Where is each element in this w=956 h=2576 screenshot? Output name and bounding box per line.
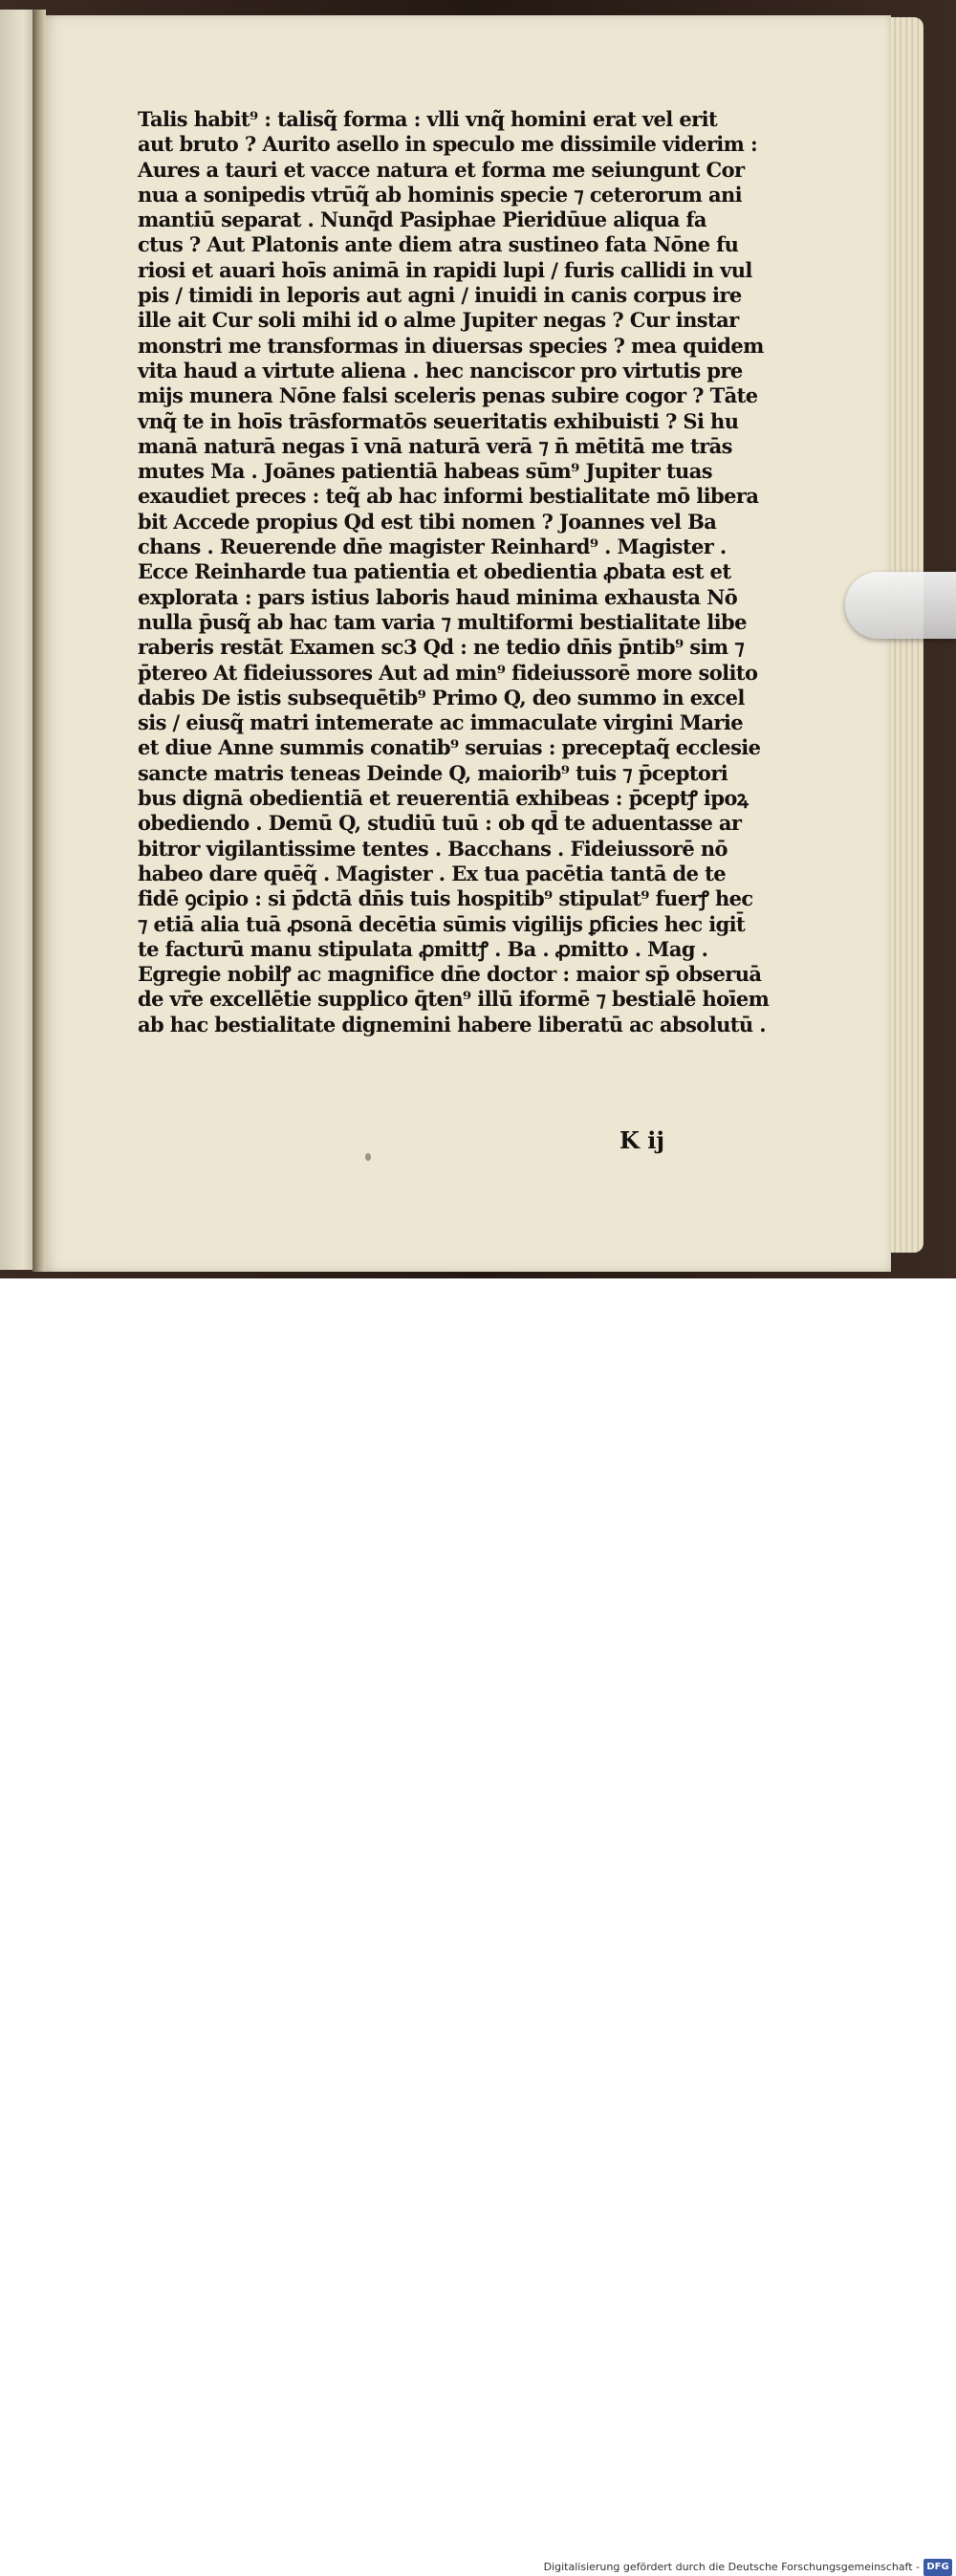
text-line: Egregie nobilꝭ ac magnifice dn̄e doctor : maior sp̄ obseruā [138,962,762,987]
text-line: bus dignā obedientiā et reuerentiā exhibeas : p̄ceptꝭ ipoꝝ [138,786,749,811]
text-line: pis / timidi in leporis aut agni / inuidi in canis corpus ire [138,283,742,308]
text-line: mijs munera Nōne falsi sceleris penas subire cogor ? Tāte [138,383,758,408]
text-line: ille ait Cur soli mihi id o alme Jupiter negas ? Cur instar [138,308,739,333]
text-line: fidē ꝯcipio : si p̄dctā dn̄is tuis hospitib⁹ stipulat⁹ fuerꝭ hec [138,886,753,911]
text-line: ab hac bestialitate dignemini habere liberatū ac absolutū . [138,1012,766,1037]
funding-credit: Digitalisierung gefördert durch die Deutsche Forschungsgemeinschaft - [543,2561,920,2573]
text-line: sis / eiusq̃ matri intemerate ac immaculate virgini Marie [138,710,744,735]
text-line: dabis De istis subsequētib⁹ Primo Q, deo summo in excel [138,685,745,709]
text-line: bit Accede propius Qd est tibi nomen ? Joannes vel Ba [138,509,717,534]
text-line: ⁊ etiā alia tuā ꝓsonā decētia sūmis vigilijs ꝑficies hec igit̄ [138,911,746,936]
text-line: mantiū separat . Nunq̄d Pasiphae Pieridūue aliqua fa [138,207,706,232]
text-line: mutes Ma . Joānes patientiā habeas sūm⁹ Jupiter tuas [138,459,712,484]
text-line: ctus ? Aut Platonis ante diem atra sustineo fata Nōne fu [138,232,739,257]
text-line: obediendo . Demū Q, studiū tuū : ob qd̄ te aduentasse ar [138,811,742,836]
text-line: manā naturā negas ī vnā naturā verā ⁊ n̄ mētitā me trās [138,433,732,458]
text-line: vita haud a virtute aliena . hec nanciscor pro virtutis pre [138,358,743,382]
page-marker-tab [845,572,956,639]
text-line: et diue Anne summis conatib⁹ seruias : preceptaq̃ ecclesie [138,735,761,760]
text-line: raberis restāt Examen sc3 Qd : ne tedio dn̄is p̄ntib⁹ sim ⁊ [138,635,745,660]
text-line: sancte matris teneas Deinde Q, maiorib⁹ tuis ⁊ p̄ceptori [138,760,728,785]
text-line: nua a sonipedis vtrūq̃ ab hominis specie ⁊ ceterorum ani [138,182,743,207]
text-line: explorata : pars istius laboris haud minima exhausta Nō [138,584,738,609]
text-line: aut bruto ? Aurito asello in speculo me dissimile viderim : [138,132,758,157]
book-gutter [33,10,46,1272]
text-line: te facturū manu stipulata ꝓmittꝭ . Ba . ꝓmitto . Mag . [138,936,708,961]
text-line: p̄tereo At fideiussores Aut ad min⁹ fideiussorē more solito [138,660,758,685]
text-line: Ecce Reinharde tua patientia et obedientia ꝓbata est et [138,559,731,584]
dfg-logo: DFG [923,2559,952,2576]
text-line: nulla p̄usq̃ ab hac tam varia ⁊ multiformi bestialitate libe [138,609,747,634]
text-line: chans . Reuerende dn̄e magister Reinhard⁹ . Magister . [138,535,727,559]
text-line: exaudiet preces : teq̃ ab hac informi bestialitate mō libera [138,484,759,509]
text-line: monstri me transformas in diuersas species ? mea quidem [138,333,764,358]
page-text [138,107,770,1037]
text-line: Talis habit⁹ : talisq̃ forma : vlli vnq̃ homini erat vel erit [138,107,718,131]
text-line: vnq̃ te in hoīs trāsformatōs seueritatis exhibuisti ? Si hu [138,408,739,433]
text-line: de vr̄e excellētie supplico q̄ten⁹ illū iformē ⁊ bestialē hoīem [138,987,770,1012]
footer-bar [0,1278,956,2573]
signature-mark: K ij [619,1126,665,1154]
text-line: bitror vigilantissime tentes . Bacchans . Fideiussorē nō [138,836,728,861]
text-line: habeo dare quēq̃ . Magister . Ex tua pacētia tantā de te [138,861,726,885]
text-line: Aures a tauri et vacce natura et forma me seiungunt Cor [138,157,745,182]
paper-speck [365,1153,371,1161]
book-scan [0,0,956,1278]
text-line: riosi et auari hoīs animā in rapidi lupi / furis callidi in vul [138,257,752,282]
